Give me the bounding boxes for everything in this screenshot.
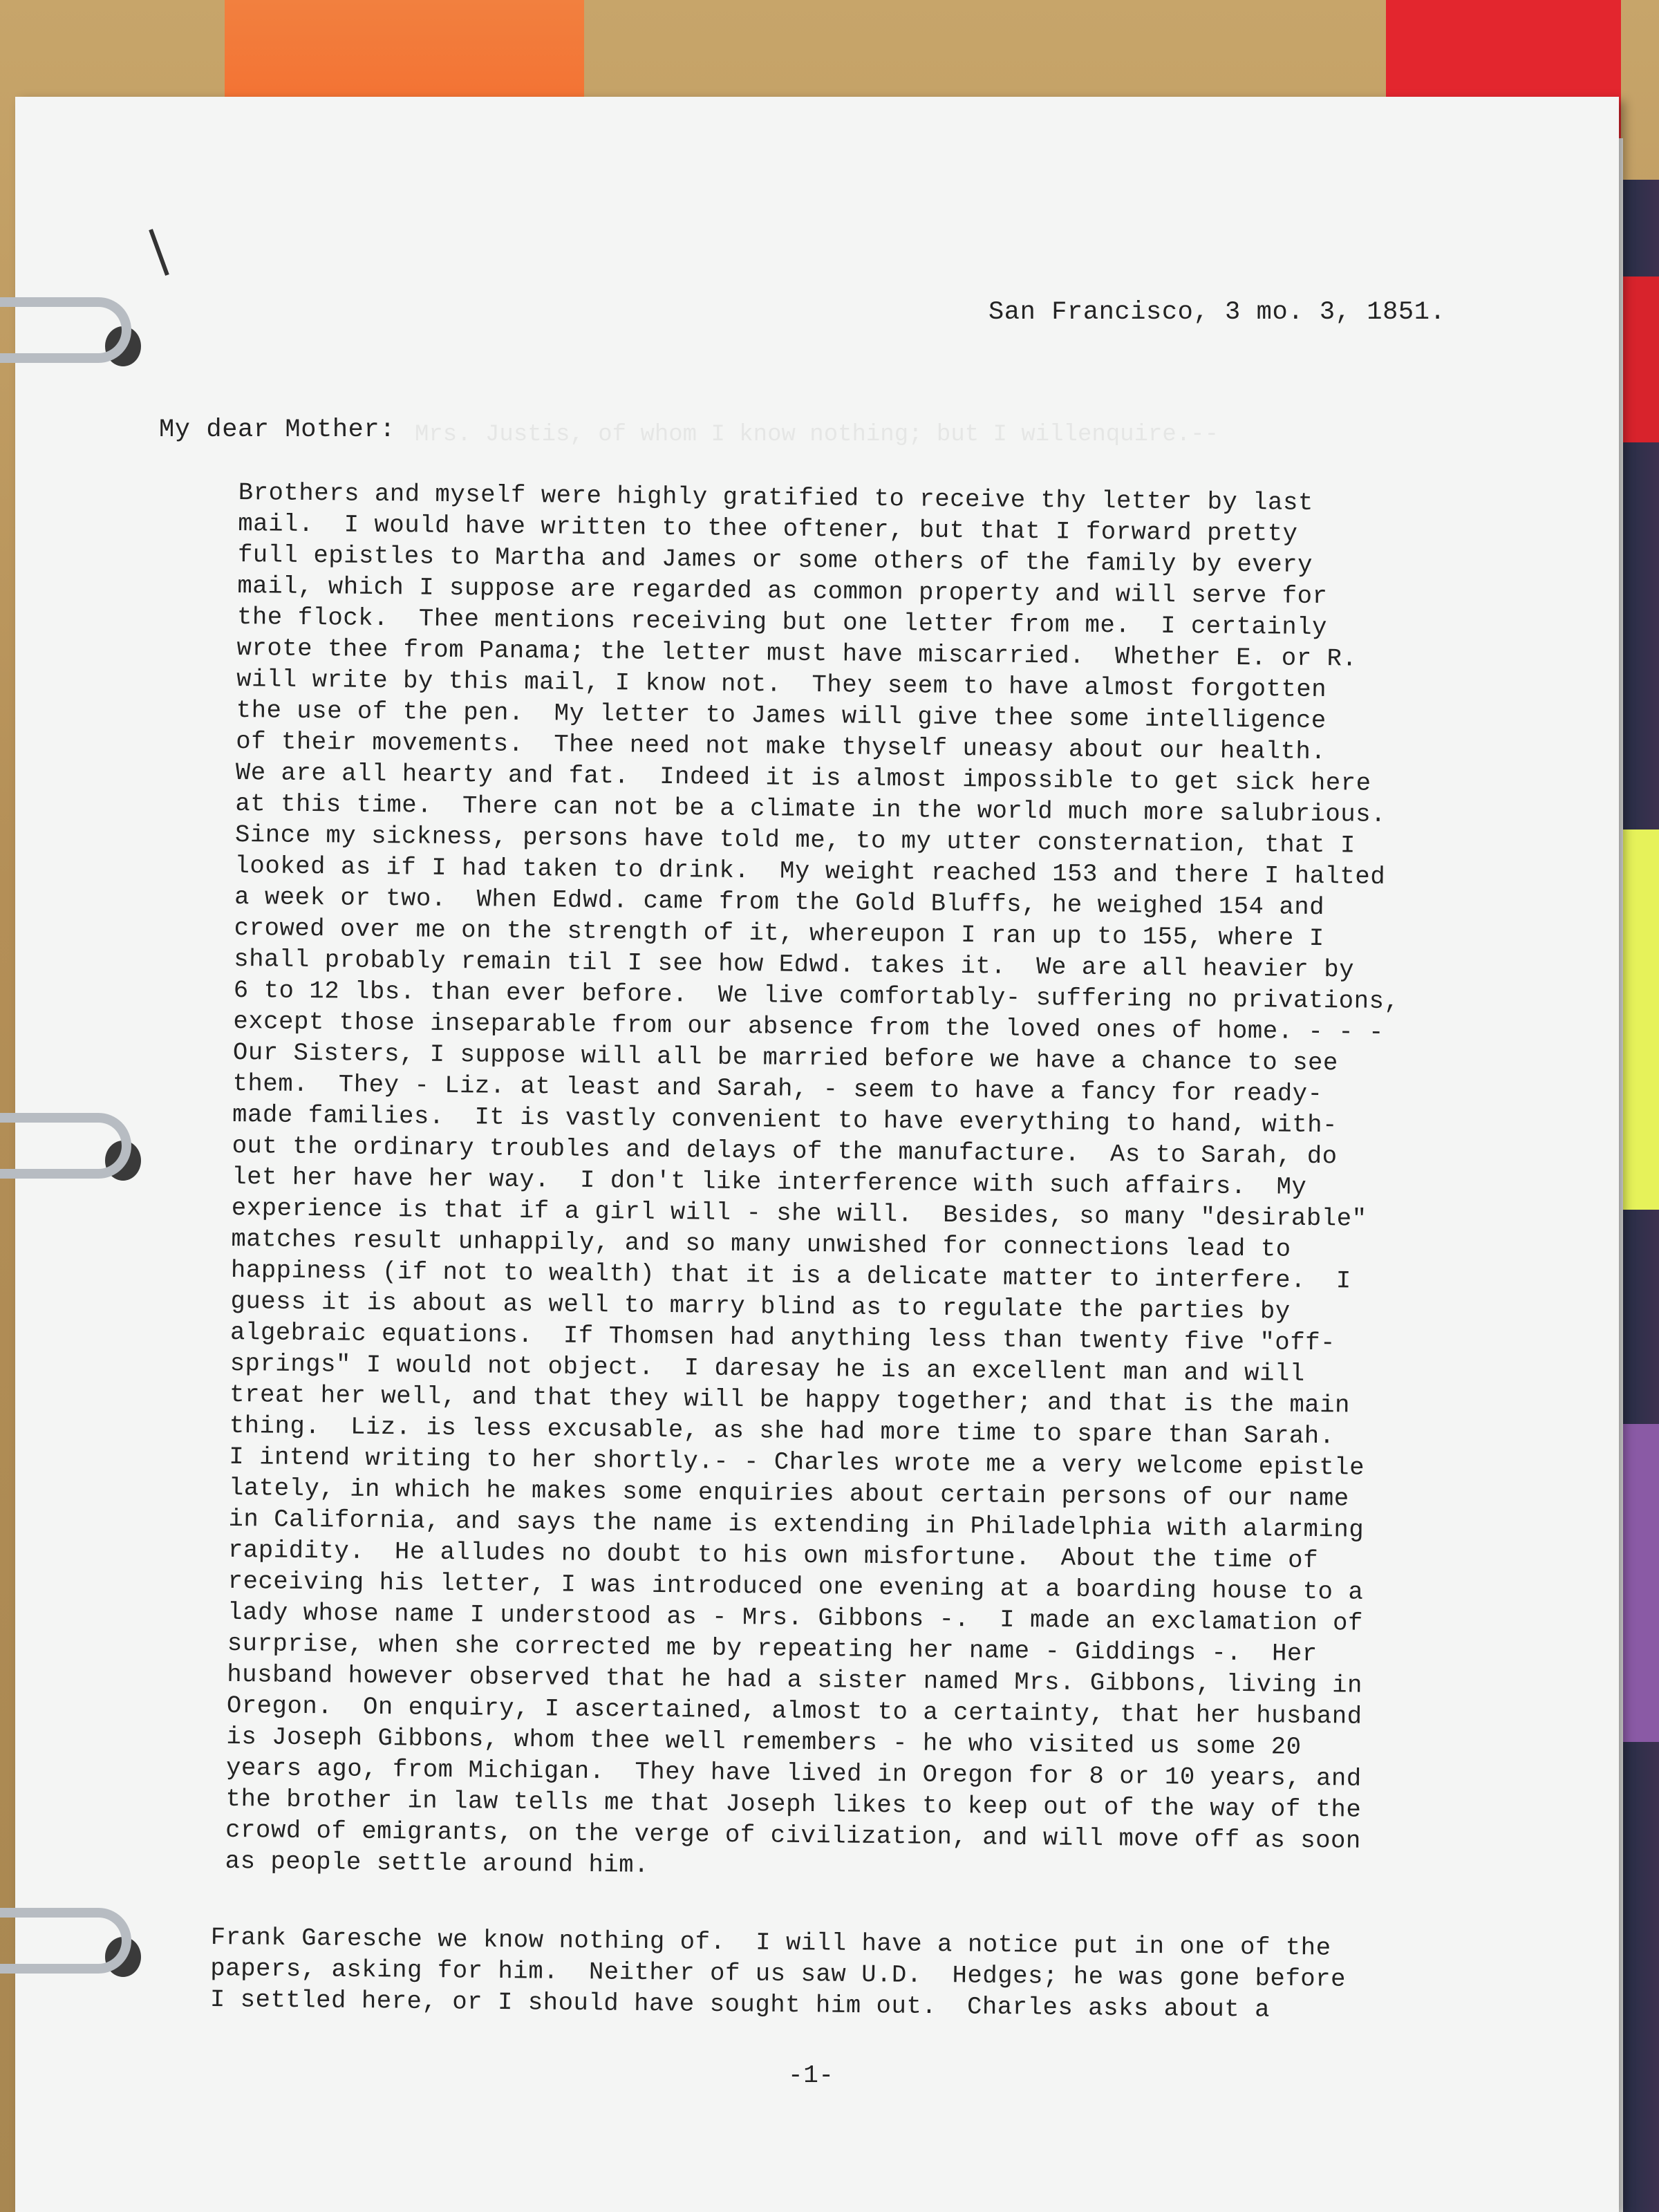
text-line: We are all hearty and fat. Indeed it is almost impossible to get sick here bbox=[235, 758, 1371, 798]
binder-ring-top bbox=[0, 297, 131, 363]
text-line: husband however observed that he had a sister named Mrs. Gibbons, living in bbox=[227, 1660, 1363, 1700]
text-line: algebraic equations. If Thomsen had anything less than twenty five "off- bbox=[229, 1318, 1336, 1358]
text-line: is Joseph Gibbons, whom thee well remembers - he who visited us some 20 bbox=[226, 1722, 1302, 1761]
text-line: wrote thee from Panama; the letter must have miscarried. Whether E. or R. bbox=[236, 633, 1358, 673]
text-line: receiving his letter, I was introduced one evening at a boarding house to a bbox=[227, 1566, 1364, 1606]
text-line: of their movements. Thee need not make thyself uneasy about our health. bbox=[236, 727, 1327, 767]
letter-body bbox=[225, 477, 1405, 1888]
text-line: surprise, when she corrected me by repeating her name - Giddings -. Her bbox=[227, 1629, 1318, 1669]
text-line: Our Sisters, I suppose will all be married before we have a chance to see bbox=[232, 1038, 1339, 1078]
text-line: lately, in which he makes some enquiries about certain persons of our name bbox=[228, 1473, 1349, 1513]
text-line: happiness (if not to wealth) that it is a delicate matter to interfere. I bbox=[230, 1255, 1351, 1295]
text-line: looked as if I had taken to drink. My weight reached 153 and there I halted bbox=[234, 851, 1386, 891]
text-line: let her have her way. I don't like interference with such affairs. My bbox=[232, 1162, 1307, 1201]
text-line: mail, which I suppose are regarded as common property and will serve for bbox=[237, 571, 1328, 611]
text-line: in California, and says the name is extending in Philadelphia with alarming bbox=[228, 1504, 1365, 1544]
text-line: the brother in law tells me that Joseph likes to keep out of the way of the bbox=[225, 1784, 1362, 1824]
text-line: springs" I would not object. I daresay he is an excellent man and will bbox=[229, 1349, 1305, 1388]
binder-ring-bottom bbox=[0, 1908, 131, 1974]
text-line: lady whose name I understood as - Mrs. Gibbons -. I made an exclamation of bbox=[227, 1597, 1364, 1638]
binder-ring-middle bbox=[0, 1113, 131, 1179]
text-line: mail. I would have written to thee oftener, but that I forward pretty bbox=[238, 509, 1298, 548]
bleed-through-text: Mrs. Justis, of whom I know nothing; but I willenquire.-- bbox=[415, 422, 1219, 448]
text-line: a week or two. When Edwd. came from the Gold Bluffs, he weighed 154 and bbox=[234, 882, 1325, 922]
text-line: full epistles to Martha and James or some others of the family by every bbox=[237, 540, 1313, 579]
text-line: Since my sickness, persons have told me, to my utter consternation, that I bbox=[234, 820, 1356, 860]
text-line: crowed over me on the strength of it, whereupon I ran up to 155, where I bbox=[234, 913, 1324, 953]
text-line: treat her well, and that they will be happy together; and that is the main bbox=[229, 1380, 1351, 1420]
text-line: 6 to 12 lbs. than ever before. We live comfortably- suffering no privations, bbox=[233, 975, 1400, 1016]
letter-salutation: My dear Mother: bbox=[159, 415, 396, 444]
text-line: papers, asking for him. Neither of us saw U.D. Hedges; he was gone before bbox=[210, 1953, 1347, 1994]
text-line: shall probably remain til I see how Edwd. takes it. We are all heavier by bbox=[234, 944, 1355, 984]
text-line: I settled here, or I should have sought him out. Charles asks about a bbox=[209, 1985, 1271, 2024]
text-line: as people settle around him. bbox=[225, 1846, 650, 1880]
text-line: the flock. Thee mentions receiving but one letter from me. I certainly bbox=[236, 602, 1328, 642]
text-line: crowd of emigrants, on the verge of civilization, and will move off as soon bbox=[225, 1815, 1362, 1855]
text-line: guess it is about as well to marry blind as to regulate the parties by bbox=[230, 1286, 1291, 1326]
text-line: Oregon. On enquiry, I ascertained, almost to a certainty, that her husband bbox=[226, 1691, 1362, 1731]
text-line: I intend writing to her shortly.- - Charles wrote me a very welcome epistle bbox=[229, 1442, 1365, 1482]
text-line: out the ordinary troubles and delays of the manufacture. As to Sarah, do bbox=[232, 1131, 1338, 1171]
letter-dateline: San Francisco, 3 mo. 3, 1851. bbox=[988, 298, 1446, 327]
letter-paragraph-2 bbox=[210, 1922, 1347, 2026]
text-line: years ago, from Michigan. They have lived in Oregon for 8 or 10 years, and bbox=[225, 1753, 1362, 1793]
text-line: experience is that if a girl will - she will. Besides, so many "desirable" bbox=[231, 1193, 1367, 1233]
text-line: Brothers and myself were highly gratified to receive thy letter by last bbox=[238, 478, 1314, 517]
page-number: -1- bbox=[788, 2061, 834, 2090]
text-line: the use of the pen. My letter to James will give thee some intelligence bbox=[236, 695, 1327, 735]
text-line: matches result unhappily, and so many unwished for connections lead to bbox=[231, 1224, 1291, 1264]
text-line: except those inseparable from our absence from the loved ones of home. - - - bbox=[233, 1006, 1385, 1047]
text-line: Frank Garesche we know nothing of. I will have a notice put in one of the bbox=[210, 1923, 1331, 1962]
text-line: thing. Liz. is less excusable, as she had more time to spare than Sarah. bbox=[229, 1411, 1335, 1451]
pen-mark bbox=[149, 229, 169, 276]
text-line: made families. It is vastly convenient to have everything to hand, with- bbox=[232, 1100, 1338, 1140]
text-line: them. They - Liz. at least and Sarah, - seem to have a fancy for ready- bbox=[232, 1069, 1323, 1109]
text-line: will write by this mail, I know not. They seem to have almost forgotten bbox=[236, 664, 1327, 704]
text-line: at this time. There can not be a climate in the world much more salubrious. bbox=[235, 789, 1387, 829]
text-line: rapidity. He alludes no doubt to his own misfortune. About the time of bbox=[227, 1535, 1319, 1575]
